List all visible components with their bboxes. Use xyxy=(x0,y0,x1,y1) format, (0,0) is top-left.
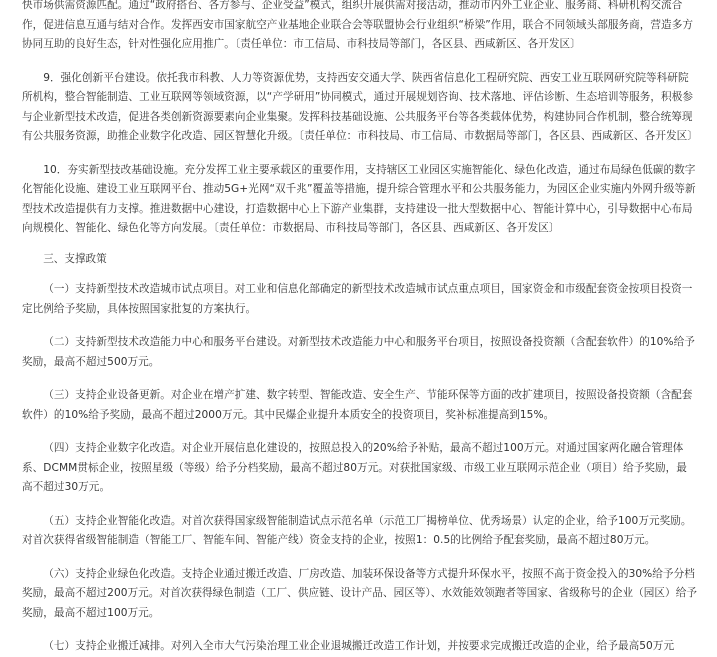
policy-item-7: （七）支持企业搬迁减排。对列入全市大气污染治理工业企业退城搬迁改造工作计划，并按要求完成搬迁改造的企业，给予最高50万元 xyxy=(43,640,675,652)
paragraph-gap xyxy=(0,147,717,161)
paragraph-gap xyxy=(0,498,717,512)
paragraph-gap xyxy=(0,623,717,637)
paragraph-gap xyxy=(0,319,717,333)
paragraph-item-9: 9．强化创新平台建设。依托我市科教、人力等资源优势，支持西安交通大学、陕西省信息化工程研究院、西安工业互联网研究院等科研院所机构，整合智能制造、工业互联网等领域资源，以“产学研用”协同模式，通过开展规划咨询、技术落地、评估诊断、生态培训等服务，积极参与企业新型技术改造，促进各类创新资源要素向企业集聚。发挥科技基础设施、公共服务平台等各类载体优势，构建协同合作机制，整合统筹现有公共服务资源，助推企业数字化改造、园区智慧化升级。〔责任单位：市科技局、市工信局、市数据局等部门，各区县、西咸新区、各开发区〕 xyxy=(22,71,698,142)
paragraph-gap xyxy=(0,239,717,250)
policy-item-2: （二）支持新型技术改造能力中心和服务平台建设。对新型技术改造能力中心和服务平台项目，按照设备投资额（含配套软件）的10%给予奖励，最高不超过500万元。 xyxy=(22,336,695,368)
policy-item-1: （一）支持新型技术改造城市试点项目。对工业和信息化部确定的新型技术改造城市试点重点项目，国家资金和市级配套资金按项目投资一定比例给予奖励，具体按照国家批复的方案执行。 xyxy=(22,283,693,315)
section-title-support-policy: 三、支撑政策 xyxy=(43,252,107,265)
paragraph-market-matching: 快市场供需资源匹配。通过“政府搭台、各方参与、企业受益”模式，组织开展供需对接活动，推动市内外工业企业、服务商、科研机构交流合作，促进信息互通与结对合作。发挥西安市国家航空产业基地企业联合会等联盟协会行业组织“桥梁”作用，联合不同领域头部服务商，营造多方协同互助的良好生态，针对性强化应用推广。〔责任单位：市工信局、市科技局等部门，各区县、西咸新区、各开发区〕 xyxy=(22,0,693,50)
paragraph-item-10: 10．夯实新型技改基础设施。充分发挥工业主要承载区的重要作用，支持辖区工业园区实施智能化、绿色化改造，通过布局绿色低碳的数字化智能化设施、建设工业互联网平台、推动5G+光网“双千兆”覆盖等措施，提升综合管理水平和公共服务能力，为园区企业实施内外网升级等新型技术改造提供有力支撑。推进数据中心建设，打造数据中心上下游产业集群，支持建设一批大型数据中心、智能计算中心，引导数据中心布局向规模化、智能化、绿色化等方向发展。〔责任单位：市数据局、市科技局等部门，各区县、西咸新区、各开发区〕 xyxy=(22,163,696,234)
paragraph-gap xyxy=(0,372,717,386)
paragraph-gap xyxy=(0,551,717,565)
policy-item-5: （五）支持企业智能化改造。对首次获得国家级智能制造试点示范名单（示范工厂揭榜单位、优秀场景）认定的企业，给予100万元奖励。对首次获得省级智能制造（智能工厂、智能车间、智能产线）资金支持的企业，按照1：0.5的比例给予配套奖励，最高不超过80万元。 xyxy=(22,514,692,546)
policy-item-3: （三）支持企业设备更新。对企业在增产扩建、数字转型、智能改造、安全生产、节能环保等方面的改扩建项目，按照设备投资额（含配套软件）的10%给予奖励，最高不超过2000万元。其中民爆企业提升本质安全的投资项目，奖补标准提高到15%。 xyxy=(22,389,693,421)
policy-item-4: （四）支持企业数字化改造。对企业开展信息化建设的，按照总投入的20%给予补贴，最高不超过100万元。对通过国家两化融合管理体系、DCMM贯标企业，按照星级（等级）给予分档奖励，最高不超过80万元。对获批国家级、市级工业互联网示范企业（项目）给予奖励，最高不超过30万元。 xyxy=(22,442,687,493)
policy-item-6: （六）支持企业绿色化改造。支持企业通过搬迁改造、厂房改造、加装环保设备等方式提升环保水平，按照不高于资金投入的30%给予分档奖励，最高不超过200万元。对首次获得绿色制造（工厂、供应链、设计产品、园区等）、水效能效领跑者等国家、省级称号的企业（园区）给予奖励，最高不超过100万元。 xyxy=(22,567,697,619)
paragraph-gap xyxy=(0,55,717,69)
paragraph-gap xyxy=(0,269,717,280)
paragraph-gap xyxy=(0,425,717,439)
